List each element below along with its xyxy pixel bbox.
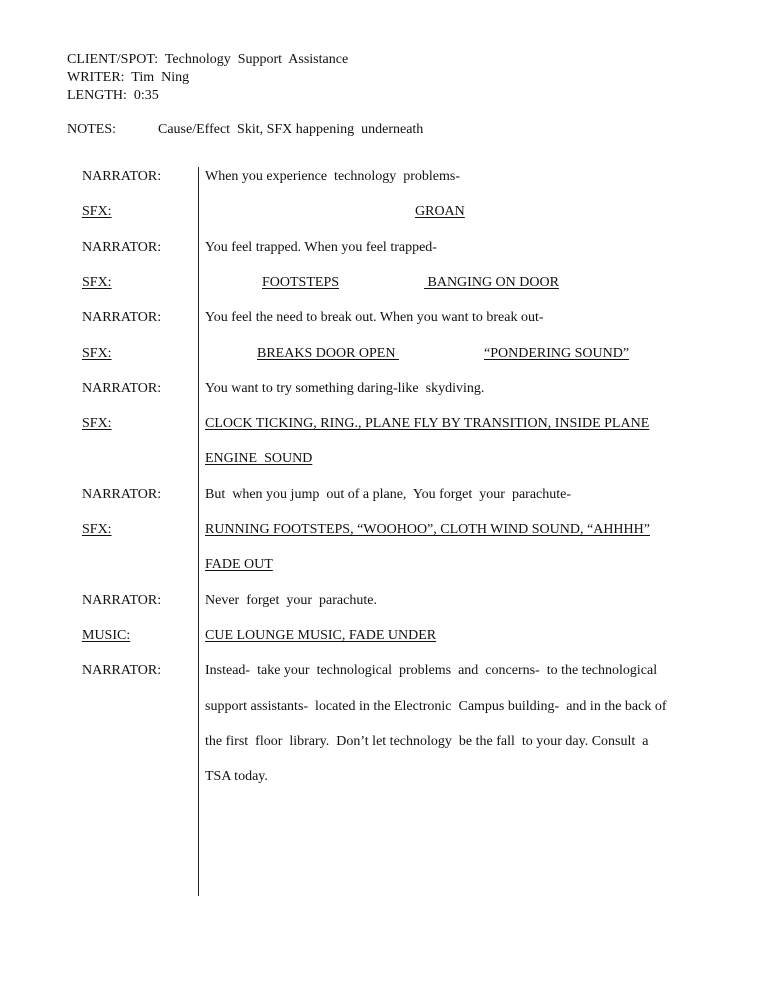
cue-text: FOOTSTEPS <box>262 274 340 290</box>
cue-label: SFX: <box>82 522 112 537</box>
cue-text: “PONDERING SOUND” <box>484 345 630 361</box>
cue-label: NARRATOR: <box>82 486 162 502</box>
cue-label: SFX: <box>82 274 112 290</box>
cue-text: RUNNING FOOTSTEPS, “WOOHOO”, CLOTH WIND SOUND, “AHHHH” <box>205 522 650 537</box>
cue-text: FADE OUT <box>205 557 273 573</box>
cue-label: MUSIC: <box>82 627 131 643</box>
cue-text: the first floor library. Don’t let technology be the fall to your day. Consult a <box>205 733 649 749</box>
length: LENGTH: 0:35 <box>67 88 159 103</box>
notes-label: NOTES: <box>67 122 116 137</box>
cue-label: NARRATOR: <box>82 310 162 326</box>
cue-label: SFX: <box>82 416 112 432</box>
cue-text: CUE LOUNGE MUSIC, FADE UNDER <box>205 627 437 643</box>
cue-text: TSA today. <box>205 769 268 785</box>
writer: WRITER: Tim Ning <box>67 70 190 85</box>
cue-label: NARRATOR: <box>82 592 162 608</box>
cue-label: NARRATOR: <box>82 239 162 255</box>
client-spot: CLIENT/SPOT: Technology Support Assistance <box>67 52 349 67</box>
cue-text: ENGINE SOUND <box>205 451 313 467</box>
column-divider <box>198 167 199 896</box>
cue-label: SFX: <box>82 204 112 220</box>
cue-text: You feel trapped. When you feel trapped- <box>205 239 437 255</box>
cue-text: Instead- take your technological problems and concerns- to the technological <box>205 663 658 679</box>
cue-text: CLOCK TICKING, RING., PLANE FLY BY TRANSITION, INSIDE PLANE <box>205 416 650 432</box>
cue-text: You feel the need to break out. When you want to break out- <box>205 310 544 326</box>
cue-label: NARRATOR: <box>82 169 162 184</box>
cue-text: BANGING ON DOOR <box>424 274 559 290</box>
cue-text: But when you jump out of a plane, You forget your parachute- <box>205 486 572 502</box>
notes-text: Cause/Effect Skit, SFX happening underneath <box>158 122 424 137</box>
cue-label: NARRATOR: <box>82 380 162 396</box>
cue-label: SFX: <box>82 345 112 361</box>
cue-text: GROAN <box>415 204 465 220</box>
cue-text: support assistants- located in the Electronic Campus building- and in the back of <box>205 698 667 714</box>
cue-text: BREAKS DOOR OPEN <box>257 345 399 361</box>
cue-text: When you experience technology problems- <box>205 169 461 184</box>
cue-label: NARRATOR: <box>82 663 162 679</box>
cue-text: You want to try something daring-like skydiving. <box>205 380 485 396</box>
cue-text: Never forget your parachute. <box>205 592 377 608</box>
